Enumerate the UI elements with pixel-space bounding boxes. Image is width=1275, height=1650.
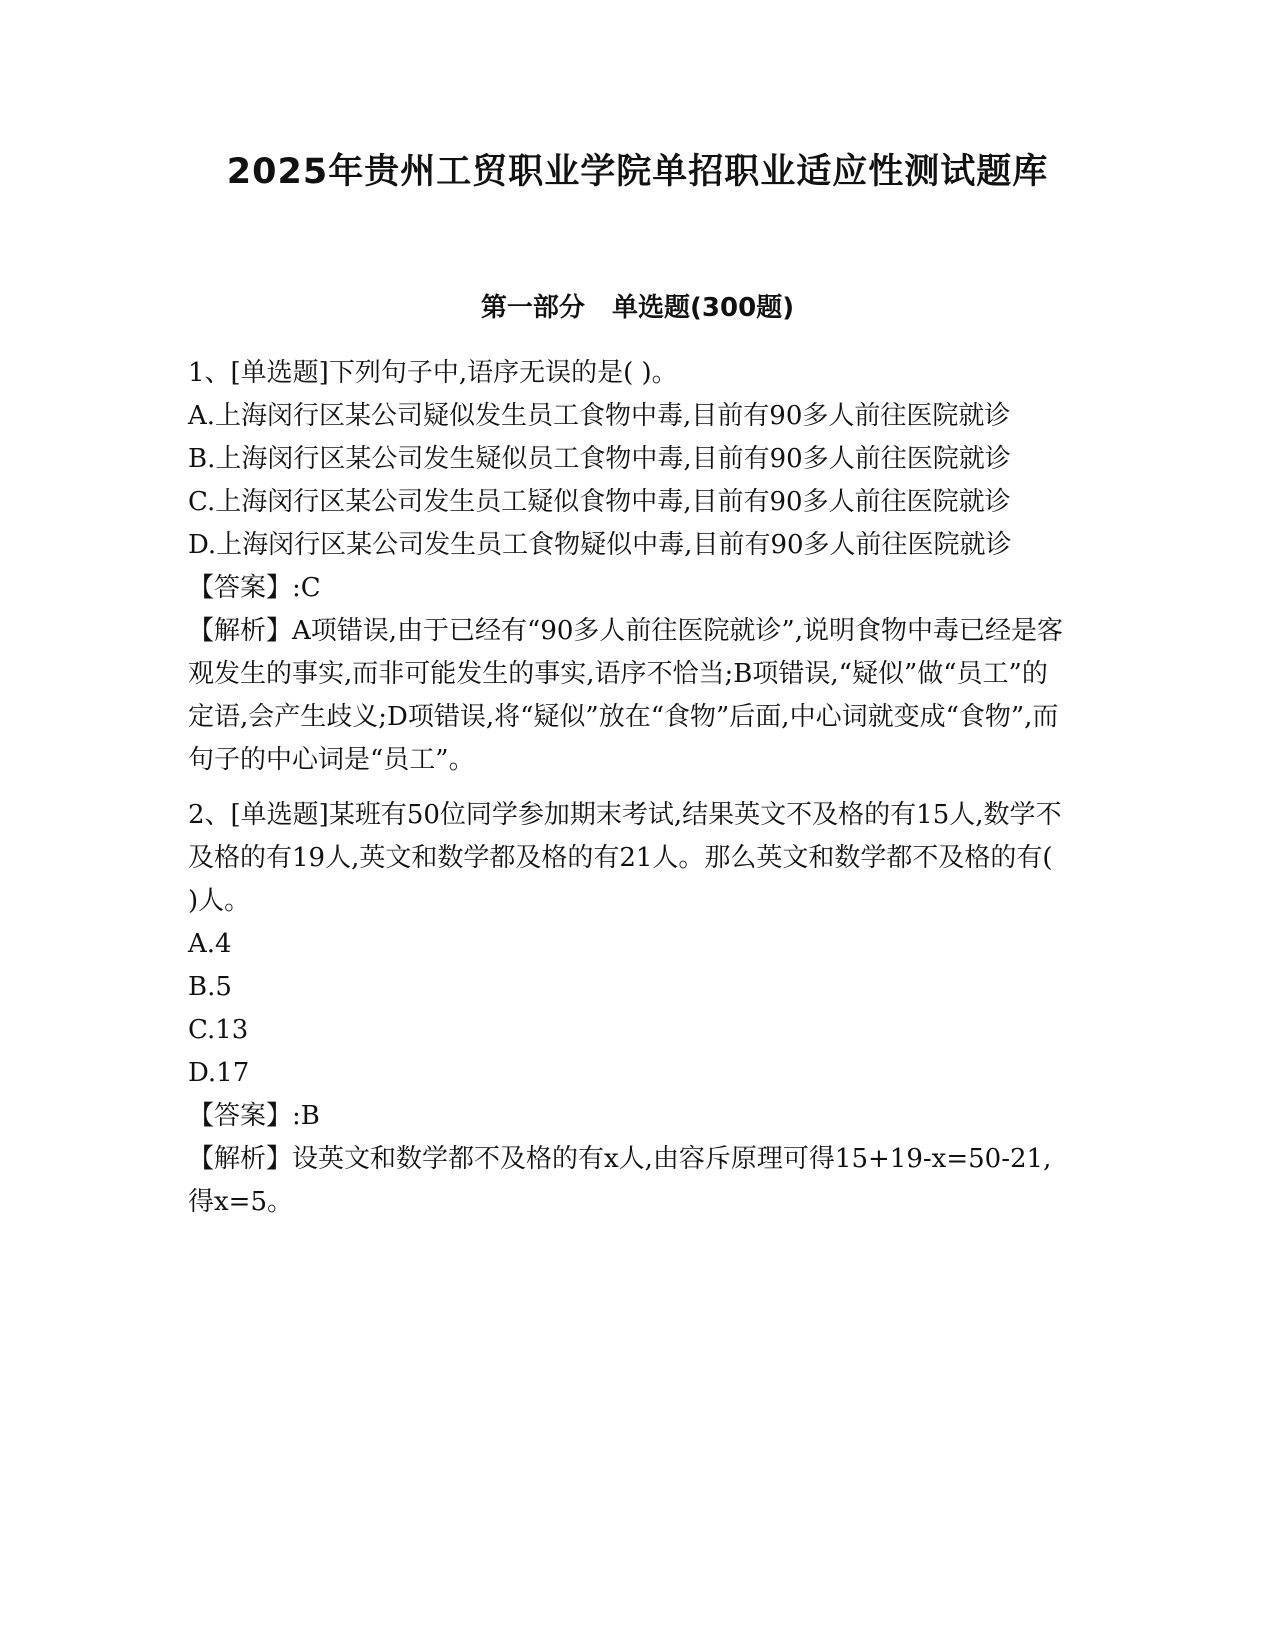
option-c: C.13 — [188, 1015, 249, 1045]
question-stem: 2、[单选题]某班有50位同学参加期末考试,结果英文不及格的有15人,数学不及格的有19人,英文和数学都及格的有21人。那么英文和数学都不及格的有( )人。 — [188, 800, 1062, 916]
option-c: C.上海闵行区某公司发生员工疑似食物中毒,目前有90多人前往医院就诊 — [188, 487, 1011, 517]
question-2 — [188, 794, 1068, 1224]
section-title: 第一部分 单选题(300题) — [480, 293, 795, 323]
option-d: D.17 — [188, 1058, 250, 1088]
answer: 【答案】:C — [188, 573, 321, 603]
question-list — [188, 352, 1068, 1224]
analysis: 【解析】A项错误,由于已经有“90多人前往医院就诊”,说明食物中毒已经是客观发生的事实,而非可能发生的事实,语序不恰当;B项错误,“疑似”做“员工”的定语,会产生歧义;D项错误,将“疑似”放在“食物”后面,中心词就变成“食物”,而句子的中心词是“员工”。 — [188, 616, 1063, 775]
question-1 — [188, 352, 1068, 782]
document-title: 2025年贵州工贸职业学院单招职业适应性测试题库 — [226, 152, 1049, 192]
option-a: A.上海闵行区某公司疑似发生员工食物中毒,目前有90多人前往医院就诊 — [188, 401, 1011, 431]
option-d: D.上海闵行区某公司发生员工食物疑似中毒,目前有90多人前往医院就诊 — [188, 530, 1012, 560]
answer: 【答案】:B — [188, 1101, 320, 1131]
option-b: B.上海闵行区某公司发生疑似员工食物中毒,目前有90多人前往医院就诊 — [188, 444, 1011, 474]
question-stem: 1、[单选题]下列句子中,语序无误的是( )。 — [188, 358, 678, 388]
option-b: B.5 — [188, 972, 232, 1002]
analysis: 【解析】设英文和数学都不及格的有x人,由容斥原理可得15+19-x=50-21,得x=5。 — [188, 1144, 1052, 1217]
option-a: A.4 — [188, 929, 232, 959]
